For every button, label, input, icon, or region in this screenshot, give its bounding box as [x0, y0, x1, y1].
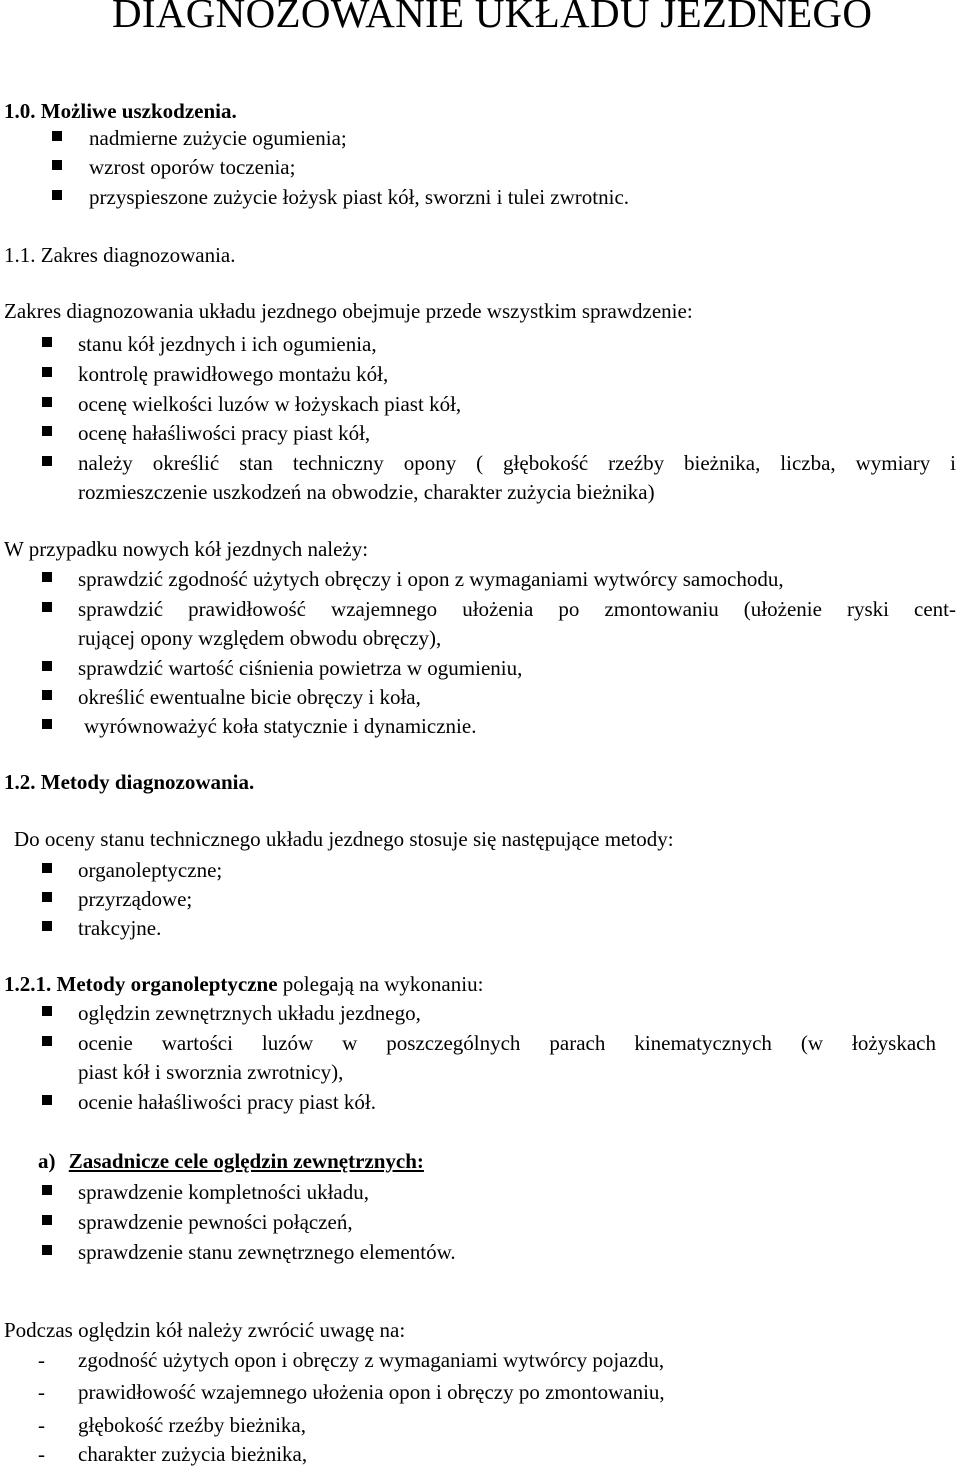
- dash-marker: -: [38, 1380, 45, 1404]
- wheels-intro: Podczas oględzin kół należy zwrócić uwagę na:: [4, 1318, 406, 1342]
- bullet-icon: [52, 190, 62, 200]
- dash-marker: -: [38, 1413, 45, 1437]
- bullet-icon: [42, 602, 52, 612]
- section-title-bold: Metody organoleptyczne: [56, 972, 278, 996]
- bullet-icon: [42, 1036, 52, 1046]
- list-item-continuation: piast kół i sworznia zwrotnicy),: [78, 1060, 344, 1084]
- list-item: ocenę wielkości luzów w łożyskach piast kół,: [78, 392, 462, 416]
- list-item: sprawdzić wartość ciśnienia powietrza w ogumieniu,: [78, 656, 523, 680]
- list-item-continuation: rozmieszczenie uszkodzeń na obwodzie, charakter zużycia bieżnika): [78, 480, 655, 504]
- list-item: sprawdzenie kompletności układu,: [78, 1180, 370, 1204]
- list-item: trakcyjne.: [78, 916, 162, 940]
- section-title-rest: polegają na wykonaniu:: [277, 972, 484, 996]
- list-item: należy określić stan techniczny opony ( głębokość rzeźby bieżnika, liczba, wymiary i: [78, 451, 956, 475]
- list-item: kontrolę prawidłowego montażu kół,: [78, 362, 389, 386]
- list-item: sprawdzić zgodność użytych obręczy i opon z wymaganiami wytwórcy samochodu,: [78, 567, 784, 591]
- dash-marker: -: [38, 1348, 45, 1372]
- bullet-icon: [42, 397, 52, 407]
- subsection-title: Zasadnicze cele oględzin zewnętrznych:: [68, 1149, 424, 1173]
- list-item: oględzin zewnętrznych układu jezdnego,: [78, 1001, 421, 1025]
- list-item: zgodność użytych opon i obręczy z wymaganiami wytwórcy pojazdu,: [78, 1348, 665, 1372]
- bullet-icon: [42, 863, 52, 873]
- list-item: przyrządowe;: [78, 887, 193, 911]
- bullet-icon: [42, 1215, 52, 1225]
- document-title: DIAGNOZOWANIE UKŁADU JEZDNEGO: [112, 0, 873, 36]
- list-item: określić ewentualne bicie obręczy i koła,: [78, 685, 421, 709]
- list-item: sprawdzenie stanu zewnętrznego elementów.: [78, 1240, 456, 1264]
- list-item: wyrównoważyć koła statycznie i dynamicznie.: [84, 714, 477, 738]
- section-1-1-intro: Zakres diagnozowania układu jezdnego obejmuje przede wszystkim sprawdzenie:: [4, 299, 693, 323]
- list-item: stanu kół jezdnych i ich ogumienia,: [78, 332, 377, 356]
- list-item: ocenę hałaśliwości pracy piast kół,: [78, 421, 371, 445]
- subsection-letter: a): [38, 1149, 56, 1173]
- list-item: organoleptyczne;: [78, 858, 223, 882]
- list-item-continuation: rującej opony względem obwodu obręczy),: [78, 626, 442, 650]
- bullet-icon: [42, 1006, 52, 1016]
- bullet-icon: [42, 572, 52, 582]
- list-item: sprawdzić prawidłowość wzajemnego ułożenia po zmontowaniu (ułożenie ryski cent-: [78, 597, 956, 621]
- bullet-icon: [42, 1095, 52, 1105]
- bullet-icon: [42, 892, 52, 902]
- list-item: wzrost oporów toczenia;: [89, 155, 296, 179]
- list-item: ocenie wartości luzów w poszczególnych parach kinematycznych (w łożyskach: [78, 1031, 936, 1055]
- section-1-1-heading: 1.1. Zakres diagnozowania.: [4, 243, 236, 267]
- list-item: nadmierne zużycie ogumienia;: [89, 126, 347, 150]
- list-item: charakter zużycia bieżnika,: [78, 1442, 308, 1466]
- list-item: głębokość rzeźby bieżnika,: [78, 1413, 306, 1437]
- section-1-2-heading: 1.2. Metody diagnozowania.: [4, 770, 255, 794]
- section-1-0-heading: 1.0. Możliwe uszkodzenia.: [4, 99, 237, 123]
- new-wheels-intro: W przypadku nowych kół jezdnych należy:: [4, 537, 369, 561]
- section-1-2-1-heading: [4, 971, 483, 997]
- section-number: 1.2.1.: [4, 972, 52, 996]
- bullet-icon: [42, 1185, 52, 1195]
- bullet-icon: [42, 456, 52, 466]
- list-item: przyspieszone zużycie łożysk piast kół, sworzni i tulei zwrotnic.: [89, 185, 630, 209]
- bullet-icon: [42, 690, 52, 700]
- bullet-icon: [42, 1245, 52, 1255]
- list-item: prawidłowość wzajemnego ułożenia opon i obręczy po zmontowaniu,: [78, 1380, 665, 1404]
- subsection-a-heading: [38, 1148, 424, 1174]
- bullet-icon: [42, 426, 52, 436]
- bullet-icon: [42, 661, 52, 671]
- list-item: ocenie hałaśliwości pracy piast kół.: [78, 1090, 376, 1114]
- bullet-icon: [52, 160, 62, 170]
- section-1-2-intro: Do oceny stanu technicznego układu jezdnego stosuje się następujące metody:: [14, 827, 674, 851]
- dash-marker: -: [38, 1442, 45, 1466]
- bullet-icon: [52, 131, 62, 141]
- bullet-icon: [42, 921, 52, 931]
- bullet-icon: [42, 719, 52, 729]
- list-item: sprawdzenie pewności połączeń,: [78, 1210, 353, 1234]
- bullet-icon: [42, 367, 52, 377]
- bullet-icon: [42, 337, 52, 347]
